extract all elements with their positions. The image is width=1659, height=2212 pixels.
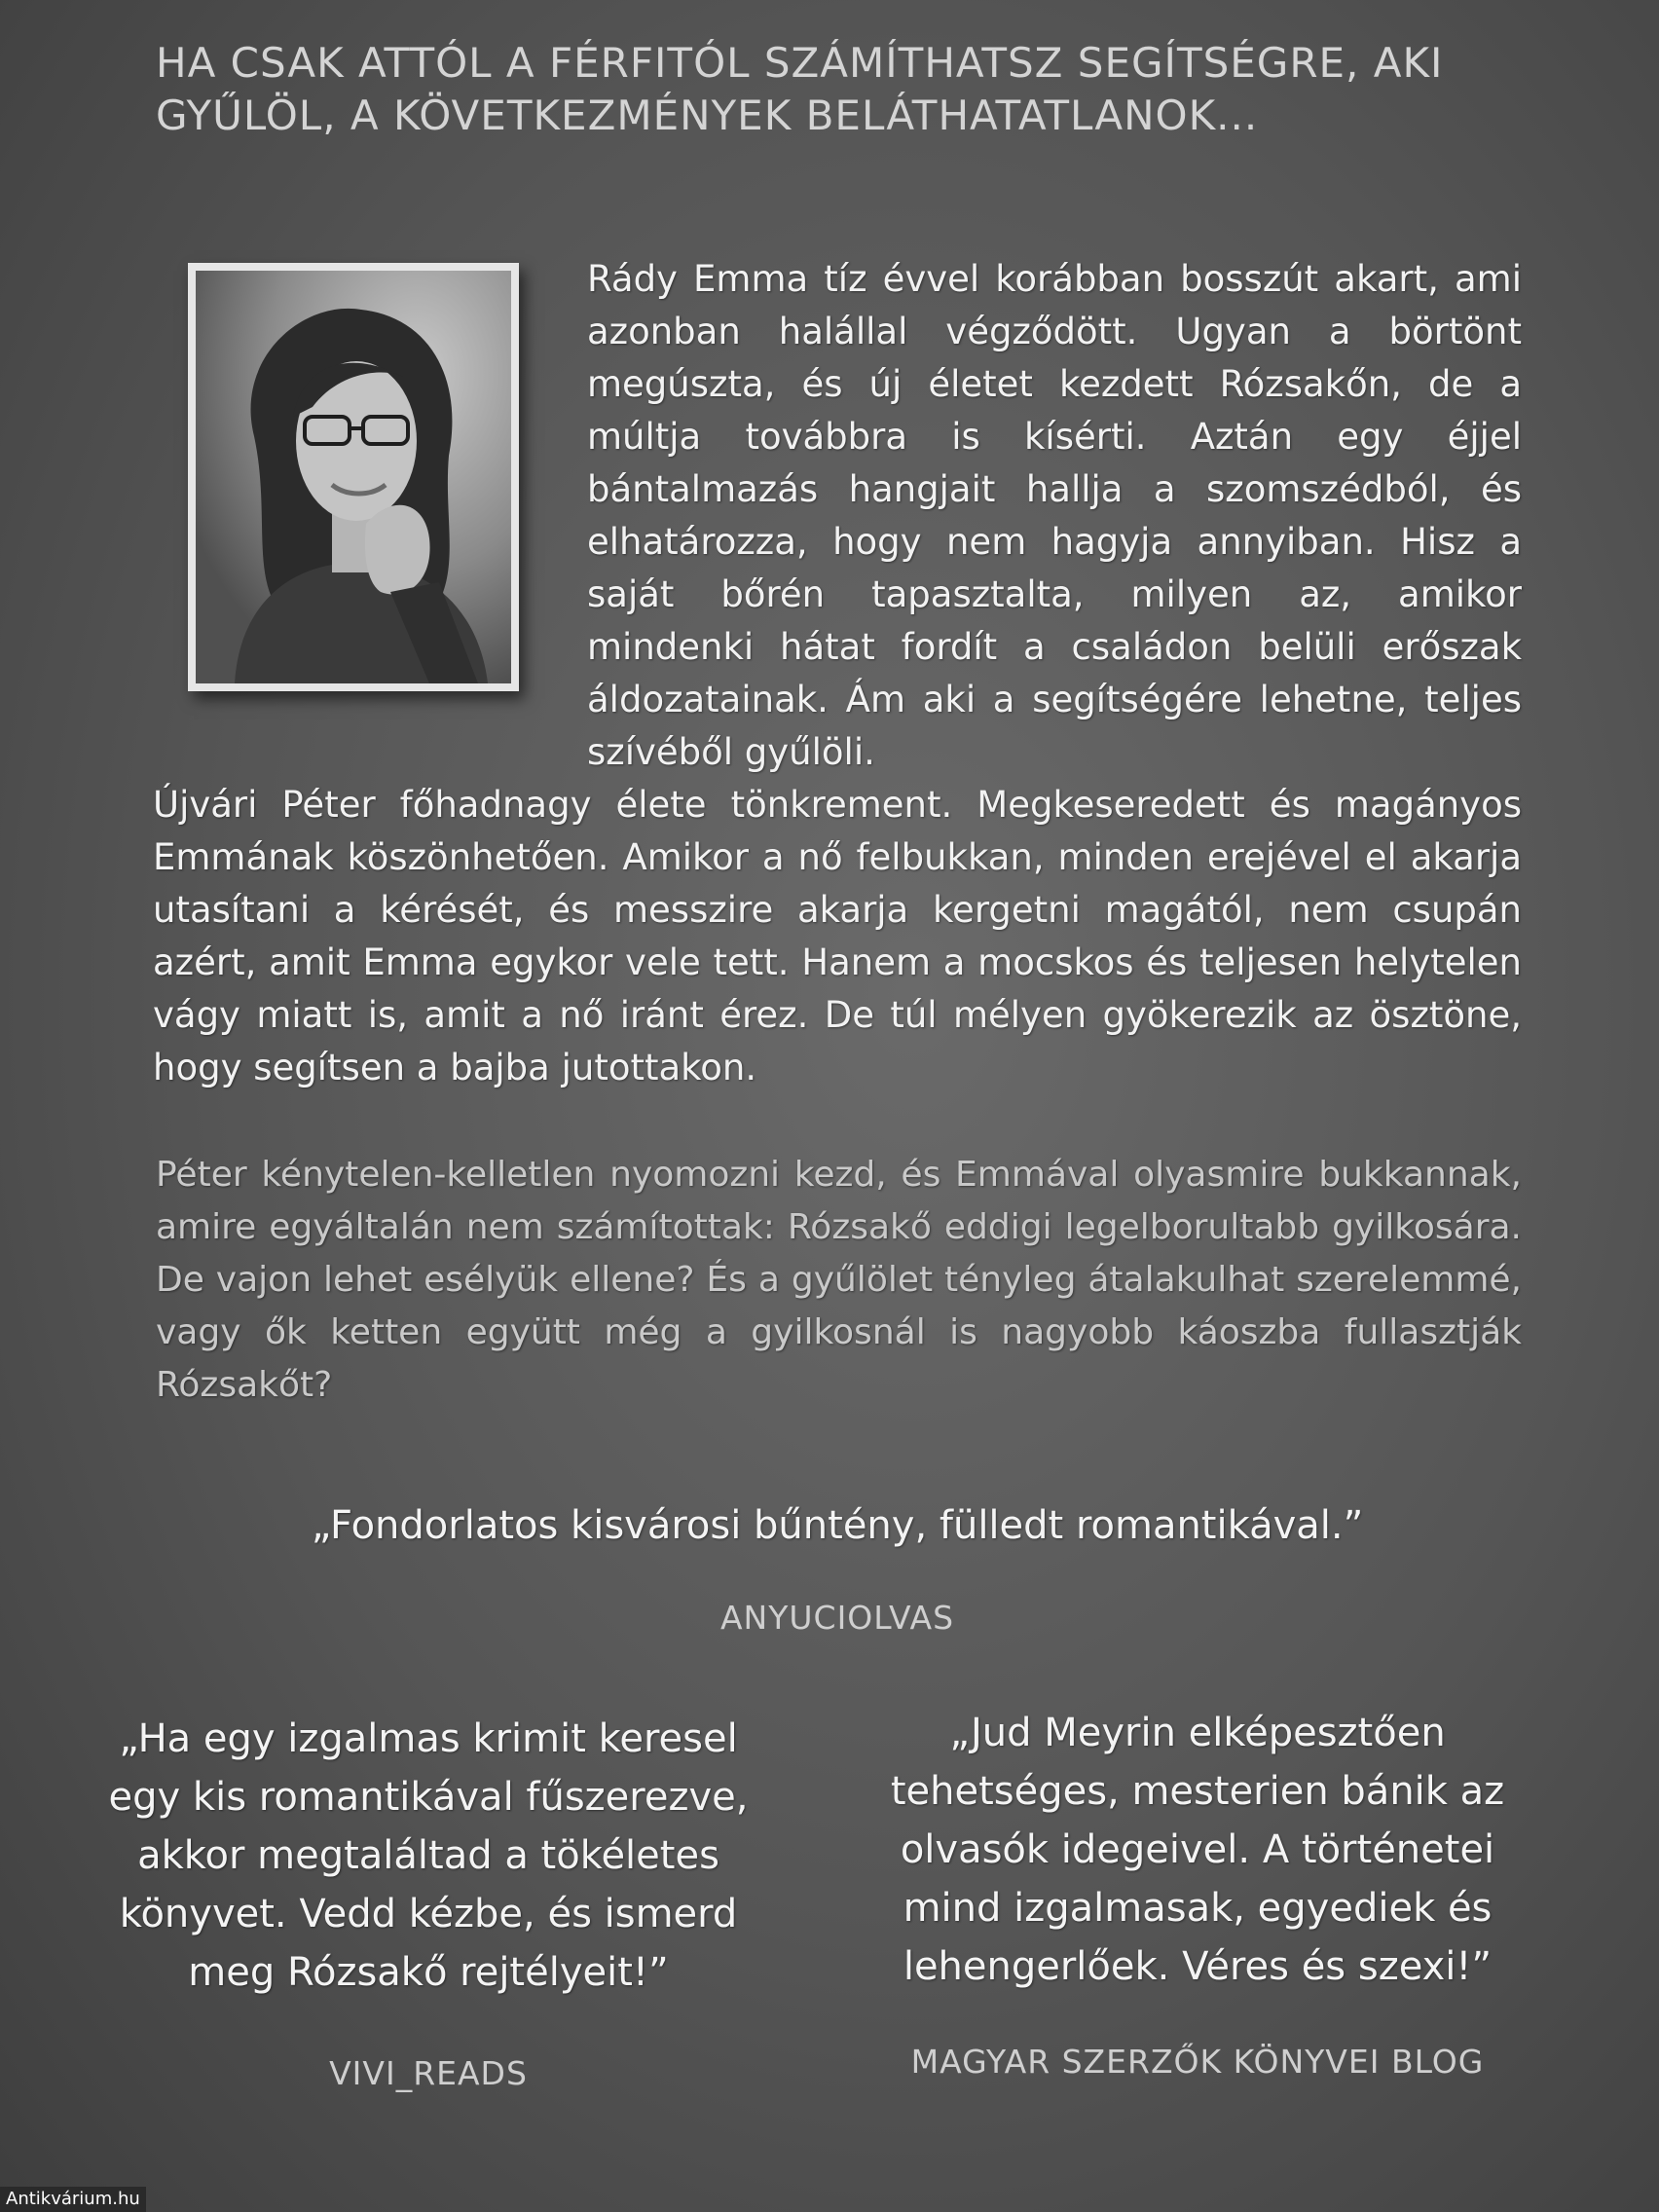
watermark: Antikvárium.hu xyxy=(0,2187,146,2212)
review-quote-left: „Ha egy izgalmas krimit keresel egy kis romantikával fűszerezve, akkor megtaláltad a tökéletes könyvet. Vedd kézbe, és ismerd meg Rózsakő rejtélyeit!” xyxy=(108,1716,749,1995)
tagline: HA CSAK ATTÓL A FÉRFITÓL SZÁMÍTHATSZ SEGÍTSÉGRE, AKI GYŰLÖL, A KÖVETKEZMÉNYEK BELÁTHATATLANOK... xyxy=(156,39,1444,139)
review-source-left: VIVI_READS xyxy=(329,2054,528,2092)
blurb-paragraph-emma: Rády Emma tíz évvel korábban bosszút akart, ami azonban halállal végződött. Ugyan a börtönt megúszta, és új életet kezdett Rózsakőn, de a múltja továbbra is kísérti. Aztán egy éjjel bántalmazás hangjait hallja a szomszédból, és elhatározza, hogy nem hagyja annyiban. Hisz a saját bőrén tapasztalta, milyen az, amikor mindenki hátat fordít a családon belüli erőszak áldozatainak. Ám aki a segítségére lehetne, teljes szívéből gyűlöli. xyxy=(587,258,1522,773)
author-portrait-image xyxy=(196,271,511,683)
review-source-right: MAGYAR SZERZŐK KÖNYVEI BLOG xyxy=(910,2043,1485,2081)
blurb-paragraph-peter: Újvári Péter főhadnagy élete tönkrement. Megkeseredett és magányos Emmának köszönhetően. Amikor a nő felbukkan, minden erejével el akarja utasítani a kérését, és messzire akarja kergetni magától, nem csupán azért, amit Emma egykor vele tett. Hanem a mocskos és teljesen helytelen vágy miatt is, amit a nő iránt érez. De túl mélyen gyökerezik az ösztöne, hogy segítsen a bajba jutottakon. xyxy=(153,784,1522,1088)
author-photo xyxy=(188,263,519,691)
review-quote-main: „Fondorlatos kisvárosi bűntény, fülledt romantikával.” xyxy=(311,1503,1364,1548)
portrait-illustration xyxy=(196,271,511,683)
review-quote-right: „Jud Meyrin elképesztően tehetséges, mesterien bánik az olvasók idegeivel. A történetei mind izgalmasak, egyediek és lehengerlőek. Véres és szexi!” xyxy=(890,1711,1505,1989)
blurb-paragraph-investigation: Péter kénytelen-kelletlen nyomozni kezd, és Emmával olyasmire bukkannak, amire egyáltalán nem számítottak: Rózsakő eddigi legelborultabb gyilkosára. De vajon lehet esélyük ellene? És a gyűlölet tényleg átalakulhat szerelemmé, vagy ők ketten együtt még a gyilkosnál is nagyobb káoszba fullasztják Rózsakőt? xyxy=(156,1155,1522,1405)
review-source-main: ANYUCIOLVAS xyxy=(719,1599,955,1637)
